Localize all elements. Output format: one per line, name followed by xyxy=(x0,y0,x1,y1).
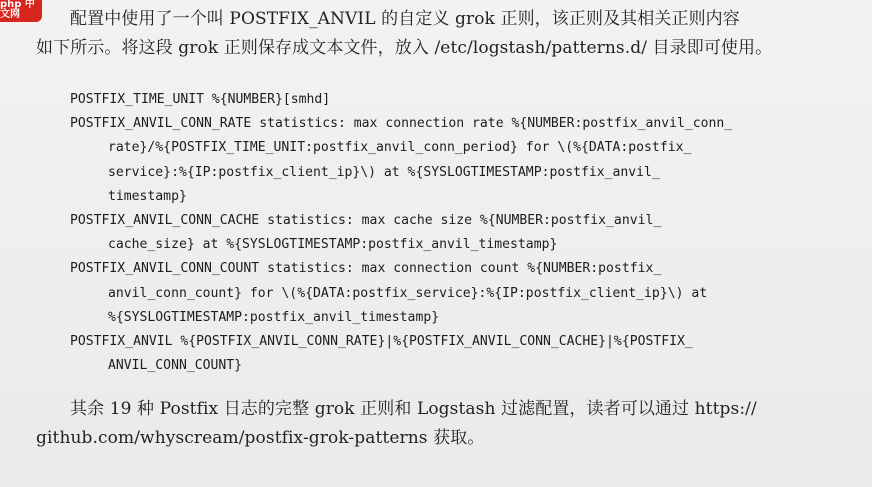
code-line: POSTFIX_ANVIL_CONN_RATE statistics: max connection rate %{NUMBER:postfix_anvil_conn_ xyxy=(70,116,733,132)
intro-line: 如下所示。将这段 grok 正则保存成文本文件，放入 /etc/logstash/patterns.d/ 目录即可使用。 xyxy=(36,38,773,58)
watermark-text: php 中文网 xyxy=(0,0,35,20)
code-line-continuation: ANVIL_CONN_COUNT} xyxy=(108,358,243,374)
intro-paragraph xyxy=(36,5,858,63)
code-line-continuation: anvil_conn_count} for \(%{DATA:postfix_service}:%{IP:postfix_client_ip}\) at xyxy=(108,285,708,301)
code-line-continuation: rate}/%{POSTFIX_TIME_UNIT:postfix_anvil_conn_period} for \(%{DATA:postfix_ xyxy=(108,140,692,156)
code-line: POSTFIX_TIME_UNIT %{NUMBER}[smhd] xyxy=(70,92,331,107)
outro-paragraph xyxy=(36,395,858,453)
code-line-continuation: cache_size} at %{SYSLOGTIMESTAMP:postfix_anvil_timestamp} xyxy=(108,237,558,253)
grok-pattern-code-block xyxy=(70,88,860,378)
code-line: POSTFIX_ANVIL_CONN_COUNT statistics: max connection count %{NUMBER:postfix_ xyxy=(70,261,662,277)
outro-line: github.com/whyscream/postfix-grok-patterns 获取。 xyxy=(36,428,485,448)
code-line-continuation: timestamp} xyxy=(108,188,187,204)
intro-line: 配置中使用了一个叫 POSTFIX_ANVIL 的自定义 grok 正则，该正则及其相关正则内容 xyxy=(70,9,740,29)
code-line: POSTFIX_ANVIL_CONN_CACHE statistics: max cache size %{NUMBER:postfix_anvil_ xyxy=(70,213,662,229)
outro-line: 其余 19 种 Postfix 日志的完整 grok 正则和 Logstash 过滤配置，读者可以通过 https:// xyxy=(70,399,757,419)
code-line-continuation: %{SYSLOGTIMESTAMP:postfix_anvil_timestamp} xyxy=(108,309,440,325)
code-line-continuation: service}:%{IP:postfix_client_ip}\) at %{SYSLOGTIMESTAMP:postfix_anvil_ xyxy=(108,164,660,180)
code-line: POSTFIX_ANVIL %{POSTFIX_ANVIL_CONN_RATE}|%{POSTFIX_ANVIL_CONN_CACHE}|%{POSTFIX_ xyxy=(70,334,693,350)
